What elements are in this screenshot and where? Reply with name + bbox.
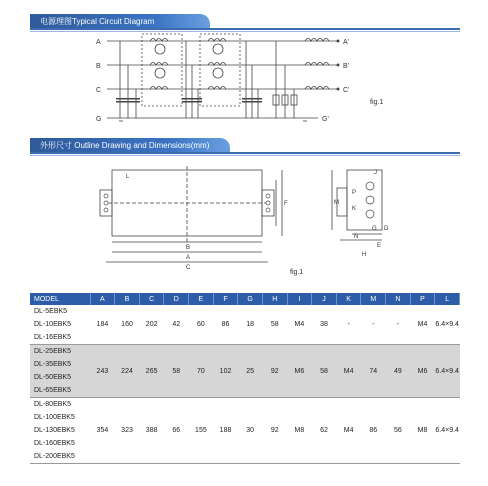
output-label-g: G' <box>322 116 329 123</box>
dim-label-p: P <box>352 190 357 196</box>
col-header: H <box>262 293 287 305</box>
table-cell: 86 <box>361 398 386 464</box>
dimensions-table <box>30 293 460 464</box>
table-cell: 388 <box>139 398 164 464</box>
model-name: DL-25EBK5 <box>34 348 71 355</box>
input-label-g: G <box>96 116 102 123</box>
table-row <box>30 345 460 398</box>
col-header: F <box>213 293 238 305</box>
col-header: A <box>90 293 115 305</box>
table-cell: M4 <box>410 305 435 345</box>
table-cell: 70 <box>189 345 214 398</box>
col-header: C <box>139 293 164 305</box>
table-cell: 74 <box>361 345 386 398</box>
section-title: 电源理图Typical Circuit Diagram <box>40 17 155 26</box>
table-cell: M6 <box>410 345 435 398</box>
table-cell: 25 <box>238 345 263 398</box>
dim-label-a: A <box>186 255 191 261</box>
table-cell: - <box>361 305 386 345</box>
table-cell: 102 <box>213 345 238 398</box>
table-cell: 66 <box>164 398 189 464</box>
section-header-outline <box>30 138 230 153</box>
table-cell: 6.4×9.4 <box>435 305 460 345</box>
dim-label-n: N <box>354 234 359 240</box>
model-cell <box>30 305 90 345</box>
input-label-b: B <box>96 63 101 70</box>
col-header: B <box>115 293 140 305</box>
model-name: DL-10EBK5 <box>34 321 71 328</box>
table-cell: M8 <box>410 398 435 464</box>
dim-label-b: B <box>186 245 191 251</box>
outline-fig-label: fig.1 <box>290 269 304 276</box>
col-header: I <box>287 293 312 305</box>
table-cell: M8 <box>287 398 312 464</box>
table-cell: 62 <box>312 398 337 464</box>
col-header: L <box>435 293 460 305</box>
dim-label-d: D <box>384 226 389 232</box>
table-cell: 184 <box>90 305 115 345</box>
table-row <box>30 398 460 464</box>
col-header: K <box>336 293 361 305</box>
col-header: N <box>386 293 411 305</box>
model-name: DL-80EBK5 <box>34 401 71 408</box>
circuit-fig-label: fig.1 <box>370 99 384 106</box>
output-label-a: A' <box>343 39 350 46</box>
table-cell: 155 <box>189 398 214 464</box>
header-rule <box>30 152 460 154</box>
dim-label-k: K <box>352 206 357 212</box>
output-label-b: B' <box>343 63 350 70</box>
table-cell: 6.4×9.4 <box>435 398 460 464</box>
input-label-c: C <box>96 87 102 94</box>
table-cell: 6.4×9.4 <box>435 345 460 398</box>
table-cell: 354 <box>90 398 115 464</box>
model-name: DL-65EBK5 <box>34 387 71 394</box>
col-header: J <box>312 293 337 305</box>
header-rule-thin <box>30 155 460 156</box>
dim-label-f: F <box>284 201 288 207</box>
table-cell: 58 <box>312 345 337 398</box>
table-cell: 58 <box>164 345 189 398</box>
model-name: DL-35EBK5 <box>34 361 71 368</box>
table-cell: 60 <box>189 305 214 345</box>
table-cell: 58 <box>262 305 287 345</box>
table-header-row <box>30 293 460 305</box>
table-cell: 86 <box>213 305 238 345</box>
col-header: G <box>238 293 263 305</box>
table-cell: 243 <box>90 345 115 398</box>
dim-label-l: L <box>126 174 130 180</box>
table-cell: M4 <box>336 398 361 464</box>
section-title: 外形尺寸 Outline Drawing and Dimensions(mm) <box>40 141 210 150</box>
table-cell: - <box>386 305 411 345</box>
table-cell: 38 <box>312 305 337 345</box>
table-row <box>30 305 460 345</box>
table-cell: 160 <box>115 305 140 345</box>
table-cell: M4 <box>336 345 361 398</box>
dim-label-h: H <box>362 252 367 258</box>
table-cell: 92 <box>262 398 287 464</box>
input-label-a: A <box>96 39 101 46</box>
output-label-c: C' <box>343 87 350 94</box>
model-name: DL-16EBK5 <box>34 334 71 341</box>
col-header: M <box>361 293 386 305</box>
table-cell: 323 <box>115 398 140 464</box>
outline-drawing <box>0 160 488 285</box>
model-name: DL-160EBK5 <box>34 440 75 447</box>
col-header: P <box>410 293 435 305</box>
table-cell: 56 <box>386 398 411 464</box>
table-cell: - <box>336 305 361 345</box>
table-cell: 224 <box>115 345 140 398</box>
model-name: DL-130EBK5 <box>34 427 75 434</box>
model-name: DL-5EBK5 <box>34 308 68 315</box>
model-cell <box>30 345 90 398</box>
dim-label-m: M <box>334 200 339 206</box>
model-name: DL-100EBK5 <box>34 414 75 421</box>
table-cell: M4 <box>287 305 312 345</box>
table-cell: 92 <box>262 345 287 398</box>
table-cell: 265 <box>139 345 164 398</box>
col-header: D <box>164 293 189 305</box>
table-cell: 42 <box>164 305 189 345</box>
table-cell: 30 <box>238 398 263 464</box>
model-cell <box>30 398 90 464</box>
dim-label-c: C <box>186 265 191 271</box>
table-cell: 188 <box>213 398 238 464</box>
table-cell: M6 <box>287 345 312 398</box>
table-cell: 202 <box>139 305 164 345</box>
model-name: DL-50EBK5 <box>34 374 71 381</box>
col-header: E <box>189 293 214 305</box>
dim-label-e: E <box>377 243 382 249</box>
col-header: MODEL <box>30 293 90 305</box>
table-cell: 49 <box>386 345 411 398</box>
dim-label-j: J <box>374 170 377 176</box>
table-cell: 18 <box>238 305 263 345</box>
model-name: DL-200EBK5 <box>34 453 75 460</box>
dim-label-g: G <box>372 226 377 232</box>
circuit-diagram <box>0 0 488 140</box>
